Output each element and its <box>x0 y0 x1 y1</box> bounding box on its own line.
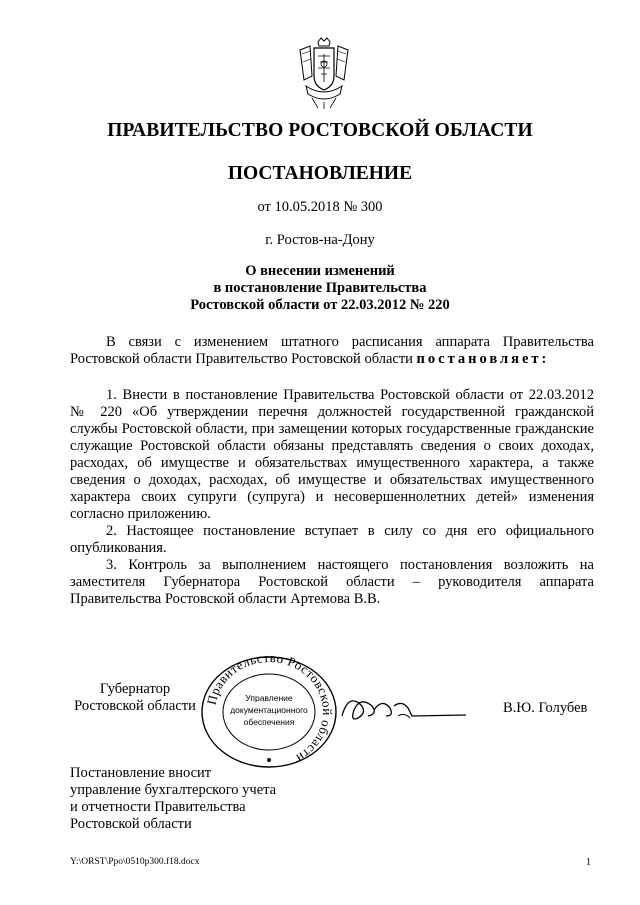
submitter-note <box>70 765 276 833</box>
preamble <box>70 334 594 368</box>
signatory-position-line: Губернатор <box>99 681 171 697</box>
stamp-inner-line: обеспечения <box>243 717 295 727</box>
submitter-note-line: Постановление вносит <box>70 765 212 781</box>
document-date-number: от 10.05.2018 № 300 <box>257 199 383 215</box>
signatory-position-line: Ростовской области <box>74 698 196 714</box>
stamp-inner-line: документационного <box>230 705 308 715</box>
document-city: г. Ростов-на-Дону <box>265 232 375 248</box>
subject-line: в постановление Правительства <box>213 280 427 296</box>
coat-of-arms-emblem <box>296 36 352 110</box>
decree-word: постановляет: <box>416 351 550 367</box>
footer-file-path: Y:\ORST\Ppo\0510p300.f18.docx <box>70 857 200 867</box>
resolution-items <box>70 387 594 608</box>
official-stamp <box>200 655 338 769</box>
resolution-item: 2. Настоящее постановление вступает в силу со дня его официального опубликования. <box>70 523 594 556</box>
subject-line: О внесении изменений <box>245 263 395 279</box>
subject-line: Ростовской области от 22.03.2012 № 220 <box>190 297 450 313</box>
resolution-item: 3. Контроль за выполнением настоящего постановления возложить на заместителя Губернатора Ростовской области – руководителя аппарата Правительства Ростовской области Артемова В.В. <box>70 557 594 607</box>
resolution-item: 1. Внести в постановление Правительства Ростовской области от 22.03.2012 № 220 «Об утверждении перечня должностей государственной гражданской службы Ростовской области, при замещении которых государственные гражданские служащие Ростовской области обязаны представлять сведения о своих доходах, расходах, об имуществе и обязательствах имущественного характера, а также сведения о доходах, расходах, об имуществе и обязательствах имущественного характера своих супруги (супруга) и несовершеннолетних детей» изменения согласно приложению. <box>70 387 594 522</box>
government-title: ПРАВИТЕЛЬСТВО РОСТОВСКОЙ ОБЛАСТИ <box>107 120 533 141</box>
document-type: ПОСТАНОВЛЕНИЕ <box>227 163 413 184</box>
page-number: 1 <box>586 857 591 868</box>
preamble-text: В связи с изменением штатного расписания аппарата Правительства Ростовской области Правительство Ростовской области <box>70 334 594 367</box>
stamp-inner-line: Управление <box>245 693 293 703</box>
submitter-note-line: управление бухгалтерского учета <box>70 782 277 798</box>
signatory-name: В.Ю. Голубев <box>503 700 588 716</box>
document-subject <box>0 263 640 314</box>
submitter-note-line: Ростовской области <box>70 816 192 832</box>
signatory-position <box>70 681 200 715</box>
handwritten-signature <box>338 686 468 728</box>
submitter-note-line: и отчетности Правительства <box>70 799 246 815</box>
stamp-ring-text: Правительство Ростовской области <box>203 655 336 767</box>
